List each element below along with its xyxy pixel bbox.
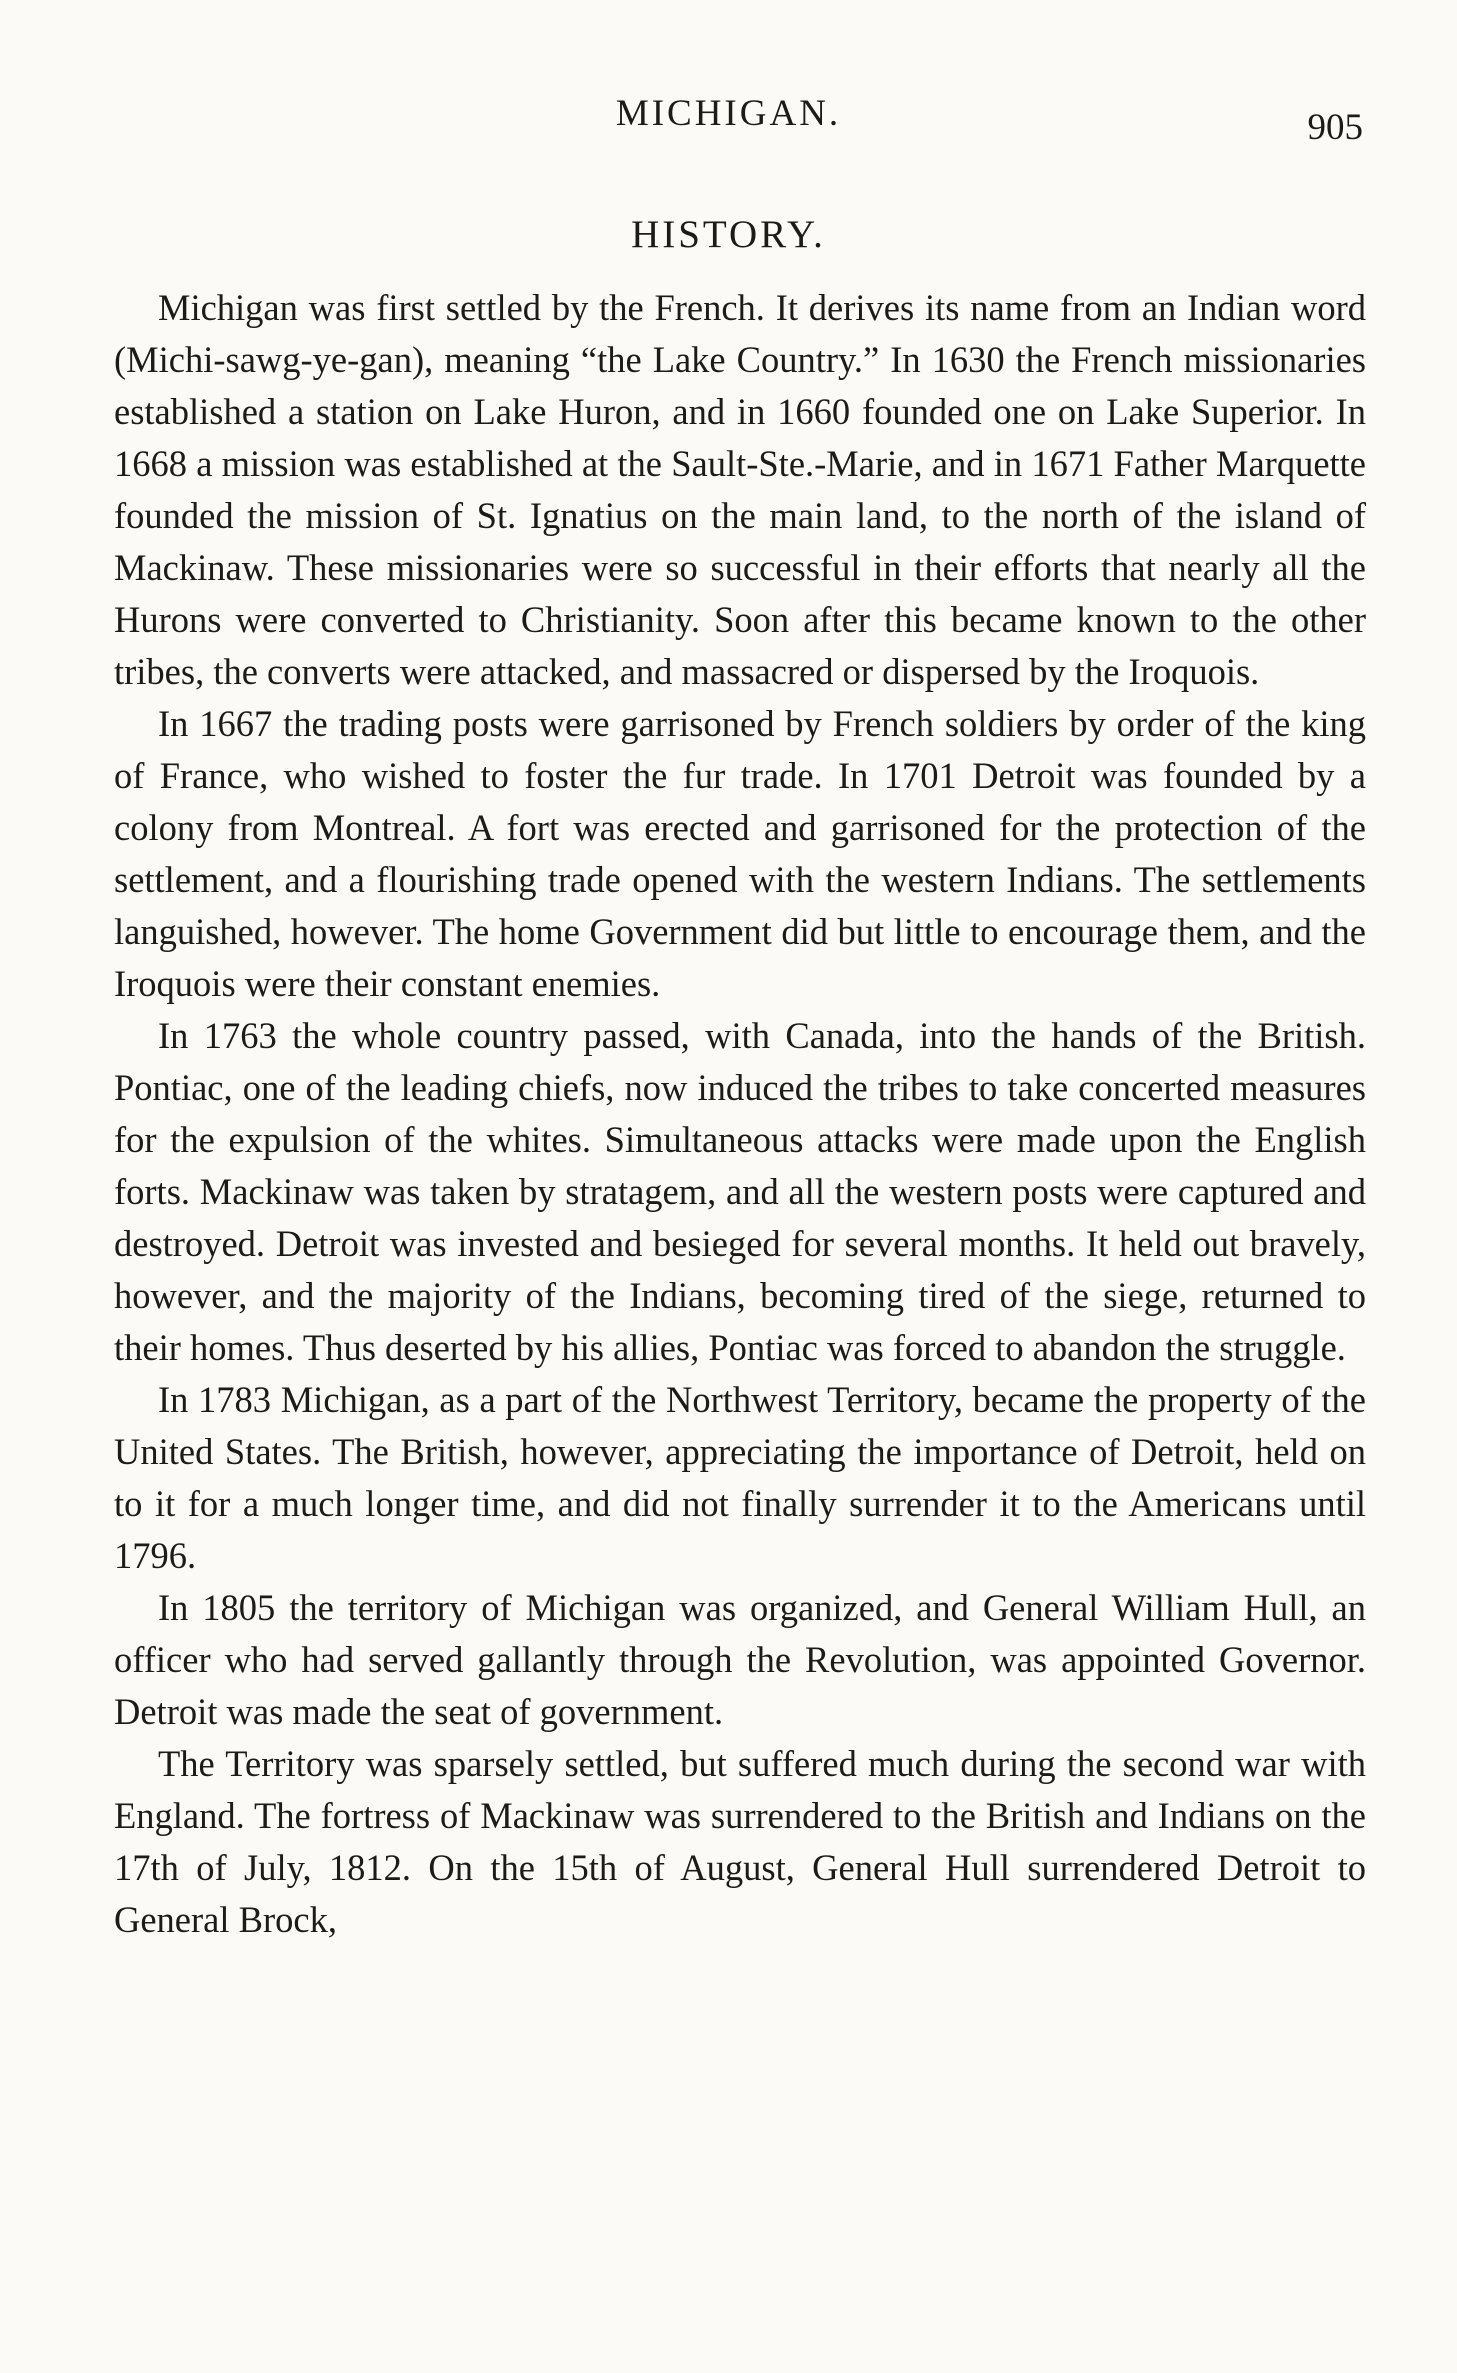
paragraph-5: In 1805 the territory of Michigan was organized, and General William Hull, an officer who had served gallantly through the Revolution, was appointed Governor. Detroit was made the seat of government. [114, 1587, 1366, 1732]
paragraph-6: The Territory was sparsely settled, but suffered much during the second war with England. The fortress of Mackinaw was surrendered to the British and Indians on the 17th of July, 1812. On the 15th of August, General Hull surrendered Detroit to General Brock, [114, 1743, 1366, 1940]
paragraph-3: In 1763 the whole country passed, with Canada, into the hands of the British. Pontiac, one of the leading chiefs, now induced the tribes to take concerted measures for the expulsion of the whites. Simultaneous attacks were made upon the English forts. Mackinaw was taken by stratagem, and all the western posts were captured and destroyed. Detroit was invested and besieged for several months. It held out bravely, however, and the majority of the Indians, becoming tired of the siege, returned to their homes. Thus deserted by his allies, Pontiac was forced to abandon the struggle. [114, 1015, 1366, 1368]
paragraph-1: Michigan was first settled by the French. It derives its name from an Indian word (Michi-sawg-ye-gan), meaning “the Lake Country.” In 1630 the French missionaries established a station on Lake Huron, and in 1660 founded one on Lake Superior. In 1668 a mission was established at the Sault-Ste.-Marie, and in 1671 Father Marquette founded the mission of St. Ignatius on the main land, to the north of the island of Mackinaw. These missionaries were so successful in their efforts that nearly all the Hurons were converted to Christianity. Soon after this became known to the other tribes, the converts were attacked, and massacred or dispersed by the Iroquois. [114, 287, 1366, 692]
page-number: 905 [1307, 107, 1363, 148]
running-head: MICHIGAN. [615, 93, 842, 134]
body-text [114, 282, 1366, 1946]
paragraph-2: In 1667 the trading posts were garrisoned by French soldiers by order of the king of France, who wished to foster the fur trade. In 1701 Detroit was founded by a colony from Montreal. A fort was erected and garrisoned for the protection of the settlement, and a flourishing trade opened with the western Indians. The settlements languished, however. The home Government did but little to encourage them, and the Iroquois were their constant enemies. [114, 703, 1366, 1004]
paragraph-4: In 1783 Michigan, as a part of the Northwest Territory, became the property of the United States. The British, however, appreciating the importance of Detroit, held on to it for a much longer time, and did not finally surrender it to the Americans until 1796. [114, 1379, 1366, 1576]
section-title: HISTORY. [631, 213, 826, 256]
